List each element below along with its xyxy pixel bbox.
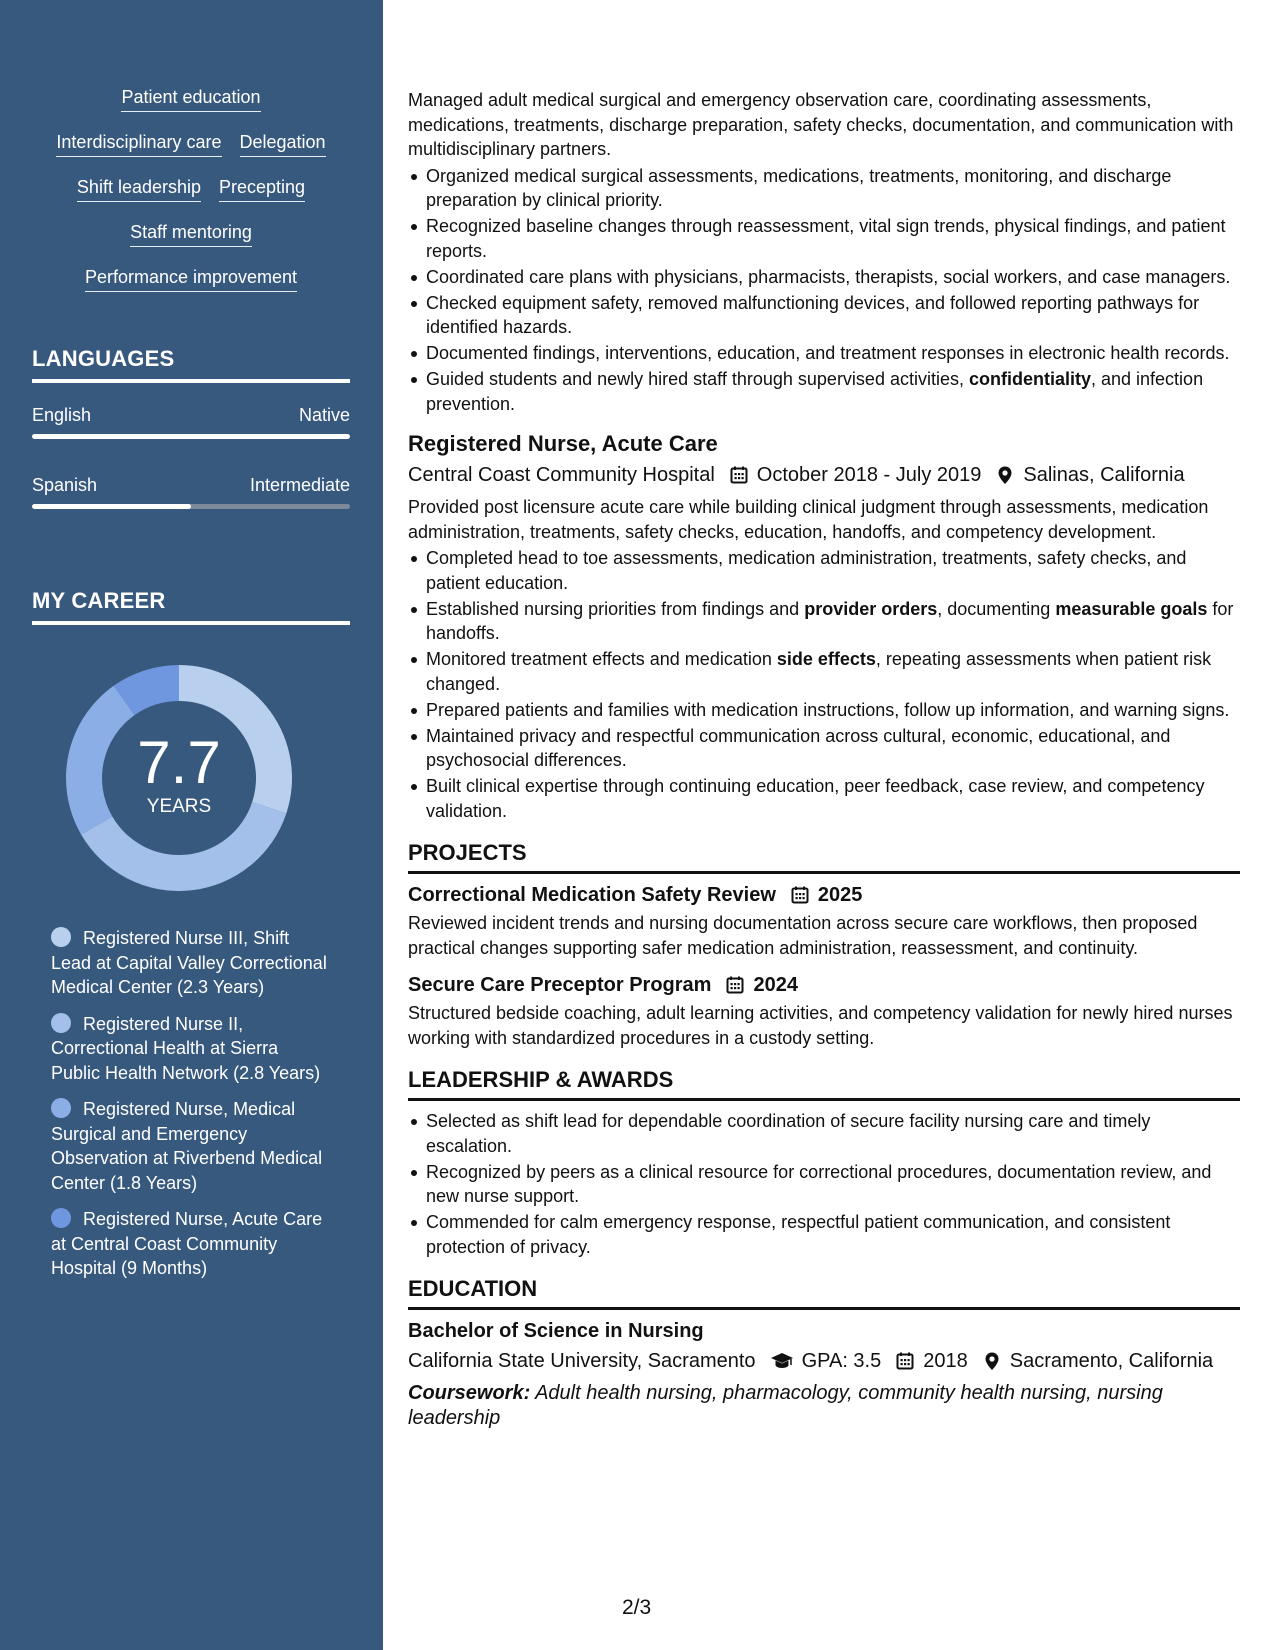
career-years-label: YEARS: [146, 796, 212, 817]
skill-row: [32, 266, 350, 311]
bullet-item: Prepared patients and families with medication instructions, follow up information, and warning signs.: [426, 698, 1240, 723]
legend-dot: [51, 1208, 71, 1228]
project-year: 2025: [817, 884, 863, 906]
page-number: 2/3: [622, 1596, 652, 1619]
projects-heading: PROJECTS: [408, 839, 1240, 874]
education-heading: EDUCATION: [408, 1275, 1240, 1310]
bullet-bold: confidentiality: [968, 369, 1091, 389]
skill-row: [32, 176, 350, 221]
project-title-row: [408, 882, 1240, 908]
bullet-item: [426, 647, 1240, 696]
school-location: Sacramento, California: [1009, 1350, 1214, 1372]
language-level: Intermediate: [249, 475, 350, 495]
career-item-text: Registered Nurse, Medical Surgical and Emergency Observation at Riverbend Medical Center (1.8 Years): [51, 1099, 323, 1193]
calendar-icon: [729, 465, 749, 485]
location-pin-icon: [982, 1351, 1002, 1371]
education-meta: [408, 1347, 1240, 1375]
language-spanish: [32, 474, 350, 509]
legend-dot: [51, 1013, 71, 1033]
skill-tag: Precepting: [219, 176, 305, 202]
career-donut-chart: [66, 665, 292, 891]
bullet-text: Guided students and newly hired staff through supervised activities,: [426, 369, 969, 389]
project-title-row: [408, 972, 1240, 998]
job-bullets: [408, 546, 1240, 823]
career-item-text: Registered Nurse III, Shift Lead at Capital Valley Correctional Medical Center (2.3 Years): [51, 928, 327, 997]
bullet-bold: provider orders: [804, 598, 938, 619]
bullet-text: for handoffs.: [426, 598, 1234, 643]
job-title: Registered Nurse, Acute Care: [408, 431, 718, 456]
leadership-heading: LEADERSHIP & AWARDS: [408, 1066, 1240, 1101]
bullet-item: Organized medical surgical assessments, medications, treatments, monitoring, and discharge preparation by clinical priority.: [426, 164, 1240, 213]
legend-dot: [51, 927, 71, 947]
skill-tag: Interdisciplinary care: [56, 131, 221, 157]
calendar-icon: [790, 885, 810, 905]
bullet-text: , and infection prevention.: [426, 369, 1204, 414]
job-meta: [408, 461, 1240, 489]
skill-row: [32, 221, 350, 266]
language-bar: [32, 504, 350, 509]
graduation-year: 2018: [923, 1350, 968, 1372]
sidebar: [0, 0, 383, 1650]
bullet-item: Documented findings, interventions, education, and treatment responses in electronic health records.: [426, 341, 1240, 366]
career-item: [51, 1207, 331, 1281]
language-level: Native: [298, 405, 350, 425]
bullet-text: , repeating assessments when patient risk changed.: [426, 649, 1212, 694]
coursework: [408, 1381, 1240, 1430]
gpa: GPA: 3.5: [801, 1350, 882, 1372]
bullet-item: [426, 367, 1240, 416]
career-item: [51, 1097, 331, 1195]
languages-heading: LANGUAGES: [32, 346, 350, 383]
career-total-years: 7.7: [137, 729, 221, 796]
project-year: 2024: [753, 974, 798, 996]
calendar-icon: [895, 1351, 915, 1371]
language-bar-fill: [32, 434, 350, 439]
project-title: Secure Care Preceptor Program: [408, 974, 712, 996]
legend-dot: [51, 1098, 71, 1118]
language-name: English: [32, 405, 92, 425]
project-description: Reviewed incident trends and nursing documentation across secure care workflows, then proposed practical changes supporting safer medication administration, reassessment, and continuity.: [408, 913, 1198, 958]
career-legend: [51, 926, 331, 1293]
career-item-text: Registered Nurse II, Correctional Health at Sierra Public Health Network (2.8 Years): [51, 1013, 321, 1083]
graduation-cap-icon: [770, 1351, 794, 1371]
coursework-text: Adult health nursing, pharmacology, community health nursing, nursing leadership: [408, 1382, 1163, 1429]
leadership-bullets: [408, 1109, 1240, 1259]
project-title: Correctional Medication Safety Review: [408, 884, 776, 906]
career-item: [51, 1012, 331, 1086]
bullet-item: [426, 597, 1240, 646]
skill-tag: Staff mentoring: [130, 221, 252, 247]
skill-tag: Shift leadership: [77, 176, 201, 202]
skill-row: [32, 86, 350, 131]
bullet-item: Recognized baseline changes through reassessment, vital sign trends, physical findings, and patient reports.: [426, 214, 1240, 263]
bullet-item: Coordinated care plans with physicians, pharmacists, therapists, social workers, and case managers.: [426, 265, 1240, 290]
skill-tag: Delegation: [240, 131, 326, 157]
career-heading: MY CAREER: [32, 588, 350, 625]
calendar-icon: [725, 975, 745, 995]
employer: Central Coast Community Hospital: [408, 464, 715, 486]
language-name: Spanish: [32, 475, 98, 495]
school: California State University, Sacramento: [408, 1350, 756, 1372]
bullet-item: Selected as shift lead for dependable coordination of secure facility nursing care and timely escalation.: [426, 1109, 1240, 1158]
career-item-text: Registered Nurse, Acute Care at Central Coast Community Hospital (9 Months): [51, 1209, 323, 1278]
skills-list: [32, 86, 350, 311]
language-bar-fill: [32, 504, 191, 509]
job-summary: Provided post licensure acute care while building clinical judgment through assessments, medication administration, treatments, safety checks, education, handoffs, and competency development.: [408, 497, 1209, 542]
bullet-text: Established nursing priorities from findings and: [426, 598, 805, 619]
coursework-label: Coursework:: [408, 1382, 531, 1404]
job-summary: Managed adult medical surgical and emergency observation care, coordinating assessments, medications, treatments, discharge preparation, safety checks, documentation, and communication with multidisciplinary partners.: [408, 90, 1234, 159]
career-item: [51, 926, 331, 1000]
language-english: [32, 404, 350, 439]
job-bullets: [408, 164, 1240, 417]
job-dates: October 2018 - July 2019: [756, 464, 982, 486]
bullet-item: Completed head to toe assessments, medication administration, treatments, safety checks, and patient education.: [426, 546, 1240, 595]
bullet-item: Commended for calm emergency response, respectful patient communication, and consistent protection of privacy.: [426, 1210, 1240, 1259]
bullet-item: Recognized by peers as a clinical resource for correctional procedures, documentation review, and new nurse support.: [426, 1160, 1240, 1209]
job-location: Salinas, California: [1023, 464, 1185, 486]
location-pin-icon: [995, 465, 1015, 485]
skill-row: [32, 131, 350, 176]
bullet-item: Checked equipment safety, removed malfunctioning devices, and followed reporting pathways for identified hazards.: [426, 291, 1240, 340]
skill-tag: Patient education: [121, 86, 260, 112]
bullet-item: Built clinical expertise through continuing education, peer feedback, case review, and competency validation.: [426, 774, 1240, 823]
bullet-text: , documenting: [937, 598, 1056, 619]
bullet-bold: side effects: [776, 649, 876, 669]
bullet-bold: measurable goals: [1055, 598, 1208, 619]
language-bar: [32, 434, 350, 439]
bullet-text: Monitored treatment effects and medication: [426, 649, 777, 669]
bullet-item: Maintained privacy and respectful communication across cultural, economic, educational, and psychosocial differences.: [426, 724, 1240, 773]
degree: Bachelor of Science in Nursing: [408, 1320, 704, 1342]
project-description: Structured bedside coaching, adult learning activities, and competency validation for newly hired nurses working with standardized procedures in a custody setting.: [408, 1003, 1233, 1048]
main-content: [408, 88, 1240, 1430]
skill-tag: Performance improvement: [85, 266, 297, 292]
